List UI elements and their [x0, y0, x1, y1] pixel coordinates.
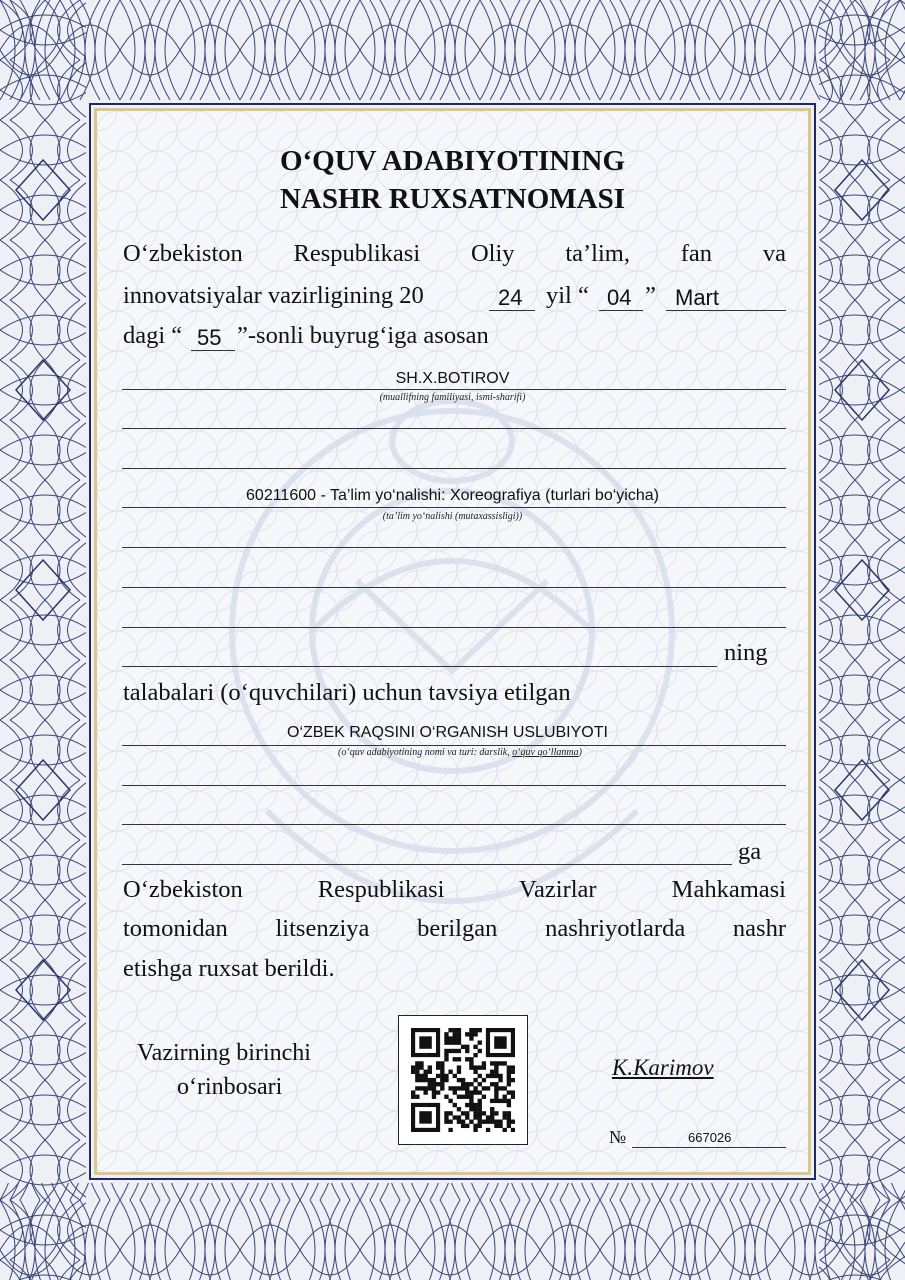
blank-line [122, 547, 786, 548]
blank-line [122, 587, 786, 588]
ning-text: ning [724, 639, 768, 666]
intro-line-2-prefix: innovatsiyalar vazirligining 20 [123, 282, 424, 309]
blank-line [122, 468, 786, 469]
specialty-line [122, 507, 786, 508]
closing-line-1: O‘zbekiston Respublikasi Vazirlar Mahkamasi [123, 876, 786, 903]
number-value: 667026 [688, 1130, 732, 1145]
signatory-line-1: Vazirning birinchi [137, 1040, 311, 1066]
paper [97, 111, 808, 1172]
blank-line [122, 428, 786, 429]
quote-close: ” [645, 282, 656, 309]
blank-line [122, 824, 786, 825]
number-line [632, 1147, 786, 1148]
book-value: O‘ZBEK RAQSINI O‘RGANISH USLUBIYOTI [287, 724, 608, 741]
closing-line-3: etishga ruxsat berildi. [123, 955, 335, 982]
year-value: 24 [498, 285, 523, 310]
book-caption: (o‘quv adabiyotining nomi va turi: darslik, o‘quv qo‘llanma) [338, 747, 582, 758]
author-value: SH.X.BOTIROV [395, 370, 510, 387]
book-line [122, 745, 786, 746]
signature: K.Karimov [612, 1055, 714, 1080]
specialty-value: 60211600 - Ta’lim yo‘nalishi: Xoreografiya (turlari bo‘yicha) [246, 487, 659, 504]
specialty-caption: (ta’lim yo‘nalishi (mutaxassisligi)) [382, 511, 523, 522]
yil-text: yil “ [546, 282, 589, 309]
order-value: 55 [197, 325, 222, 350]
blank-line [122, 666, 717, 667]
title-line-1: O‘QUV ADABIYOTINING [279, 145, 626, 177]
day-value: 04 [607, 285, 632, 310]
month-value: Mart [675, 285, 719, 310]
signatory-line-2: o‘rinbosari [177, 1074, 283, 1100]
number-sign: № [609, 1127, 627, 1147]
intro-line-1: O‘zbekiston Respublikasi Oliy ta’lim, fan va [123, 240, 786, 267]
blank-line [122, 627, 786, 628]
title-line-2: NASHR RUXSATNOMASI [279, 183, 626, 215]
blank-line [122, 785, 786, 786]
dagi-text: dagi “ [123, 322, 183, 349]
qr-code-icon [398, 1015, 528, 1145]
author-line [122, 389, 786, 390]
closing-line-2: tomonidan litsenziya berilgan nashriyotlarda nashr [123, 915, 786, 942]
students-line: talabalari (o‘quvchilari) uchun tavsiya etilgan [123, 679, 571, 706]
blank-line [122, 864, 732, 865]
order-suffix: ”-sonli buyrug‘iga asosan [237, 322, 489, 349]
author-caption: (muallifning familiyasi, ismi-sharifi) [379, 392, 526, 403]
ga-text: ga [738, 838, 762, 865]
